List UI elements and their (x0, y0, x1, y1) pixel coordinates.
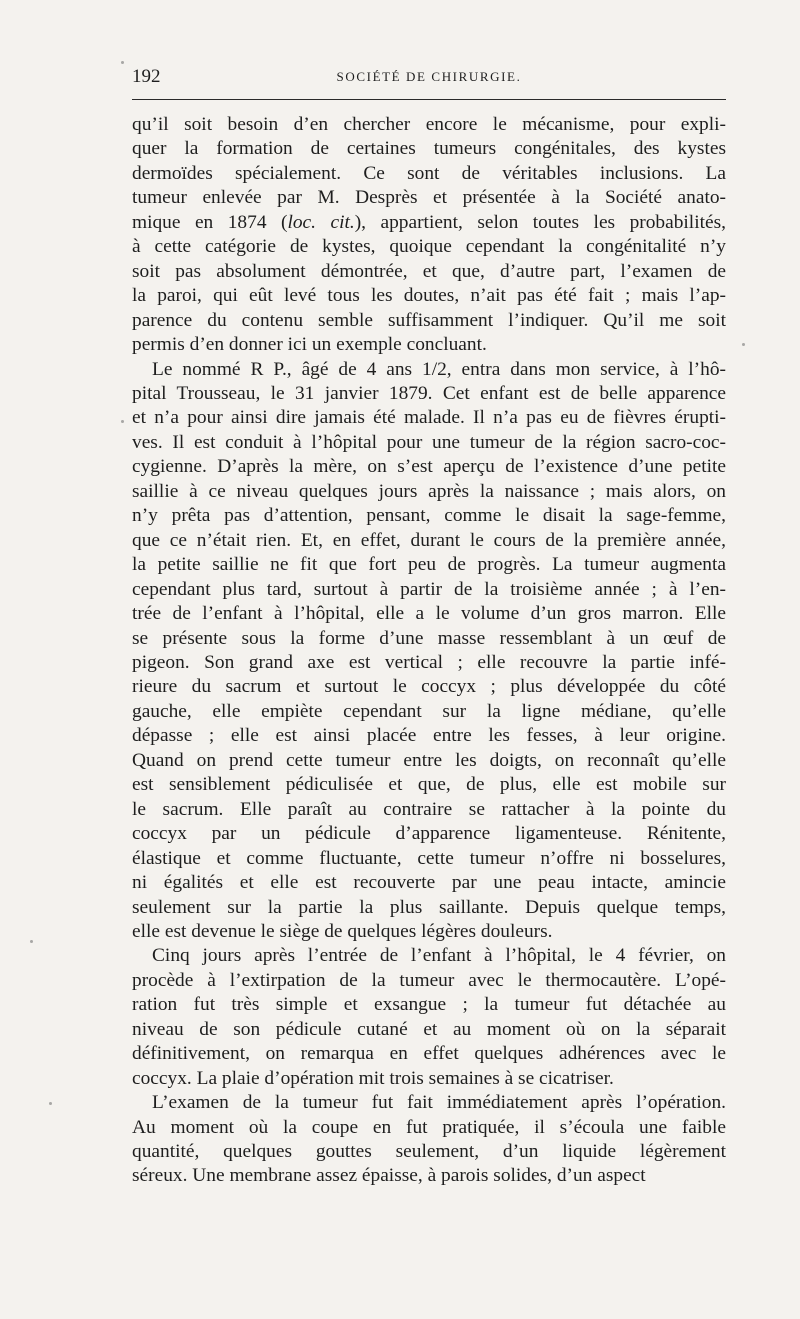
text-line: élastique et comme fluctuante, cette tumeur n’offre ni bosselures, (132, 847, 726, 869)
text-line: définitivement, on remarqua en effet quelques adhérences avec le (132, 1043, 726, 1065)
text-line: trée de l’enfant à l’hôpital, elle a le volume d’un gros marron. Elle (132, 603, 726, 625)
text-line: quantité, quelques gouttes seulement, d’un liquide légèrement (132, 1141, 726, 1163)
text-line: se présente sous la forme d’une masse ressemblant à un œuf de (132, 627, 726, 649)
text-line: niveau de son pédicule cutané et au moment où on la séparait (132, 1018, 726, 1040)
text-line: quer la formation de certaines tumeurs congénitales, des kystes (132, 138, 726, 160)
text-line: Quand on prend cette tumeur entre les doigts, on reconnaît qu’elle (132, 749, 726, 771)
text-line: L’examen de la tumeur fut fait immédiatement après l’opération. (152, 1092, 726, 1114)
text-line: gauche, elle empiète cependant sur la ligne médiane, qu’elle (132, 700, 726, 722)
paragraph (132, 113, 726, 358)
text-line: pigeon. Son grand axe est vertical ; elle recouvre la partie infé- (132, 651, 726, 673)
text-line: séreux. Une membrane assez épaisse, à parois solides, d’un aspect (132, 1165, 646, 1187)
body-text (132, 113, 726, 1189)
header-rule (132, 99, 726, 100)
text-line: procède à l’extirpation de la tumeur avec le thermocautère. L’opé- (132, 969, 726, 991)
text-line: cygienne. D’après la mère, on s’est aperçu de l’existence d’une petite (132, 456, 726, 478)
paragraph (132, 358, 726, 945)
text-line: est sensiblement pédiculisée et que, de plus, elle est mobile sur (132, 774, 726, 796)
text-line: tumeur enlevée par M. Desprès et présentée à la Société anato- (132, 187, 726, 209)
text-line: soit pas absolument démontrée, et que, d’autre part, l’examen de (132, 260, 726, 282)
text-line: elle est devenue le siège de quelques légères douleurs. (132, 920, 553, 942)
margin-speck (121, 420, 124, 423)
page-number: 192 (132, 66, 161, 87)
text-line: Cinq jours après l’entrée de l’enfant à l’hôpital, le 4 février, on (152, 945, 726, 967)
text-line: coccyx par un pédicule d’apparence ligamenteuse. Rénitente, (132, 823, 726, 845)
text-line: saillie à ce niveau quelques jours après la naissance ; mais alors, on (132, 480, 726, 502)
margin-speck (121, 61, 124, 64)
text-line: ni égalités et elle est recouverte par une peau intacte, amincie (132, 872, 726, 894)
running-title: SOCIÉTÉ DE CHIRURGIE. (336, 69, 522, 84)
paragraph (132, 944, 726, 1091)
text-line: pital Trousseau, le 31 janvier 1879. Cet enfant est de belle apparence (132, 382, 726, 404)
text-line: mique en 1874 (loc. cit.), appartient, selon toutes les probabilités, (132, 211, 726, 233)
text-line: rieure du sacrum et surtout le coccyx ; plus développée du côté (132, 676, 726, 698)
text-line: que ce n’était rien. Et, en effet, durant le cours de la première année, (132, 529, 726, 551)
text-line: le sacrum. Elle paraît au contraire se rattacher à la pointe du (132, 798, 726, 820)
text-line: la paroi, qui eût levé tous les doutes, n’ait pas été fait ; mais l’ap- (132, 285, 726, 307)
text-line: qu’il soit besoin d’en chercher encore le mécanisme, pour expli- (132, 114, 726, 135)
text-line: ves. Il est conduit à l’hôpital pour une tumeur de la région sacro-coc- (132, 431, 726, 453)
text-line: dépasse ; elle est ainsi placée entre les fesses, à leur origine. (132, 725, 726, 747)
page-header (132, 66, 726, 96)
text-line: dermoïdes spécialement. Ce sont de véritables inclusions. La (132, 162, 726, 184)
margin-speck (49, 1102, 52, 1105)
text-line: parence du contenu semble suffisamment l’indiquer. Qu’il me soit (132, 309, 726, 331)
text-line: Le nommé R P., âgé de 4 ans 1/2, entra dans mon service, à l’hô- (152, 358, 726, 380)
text-line: permis d’en donner ici un exemple concluant. (132, 334, 487, 356)
text-line: cependant plus tard, surtout à partir de la troisième année ; à l’en- (132, 578, 726, 600)
text-line: et n’a pour ainsi dire jamais été malade. Il n’a pas eu de fièvres érupti- (132, 407, 726, 429)
text-line: Au moment où la coupe en fut pratiquée, il s’écoula une faible (132, 1116, 726, 1138)
text-line: seulement sur la partie la plus saillante. Depuis quelque temps, (132, 896, 726, 918)
text-line: ration fut très simple et exsangue ; la tumeur fut détachée au (132, 994, 726, 1016)
text-line: coccyx. La plaie d’opération mit trois semaines à se cicatriser. (132, 1067, 614, 1089)
margin-speck (742, 343, 745, 346)
text-line: à cette catégorie de kystes, quoique cependant la congénitalité n’y (132, 236, 726, 258)
margin-speck (30, 940, 33, 943)
text-line: n’y prêta pas d’attention, pensant, comme le disait la sage-femme, (132, 505, 726, 527)
paragraph (132, 1091, 726, 1189)
text-line: la petite saillie ne fit que fort peu de progrès. La tumeur augmenta (132, 554, 726, 576)
